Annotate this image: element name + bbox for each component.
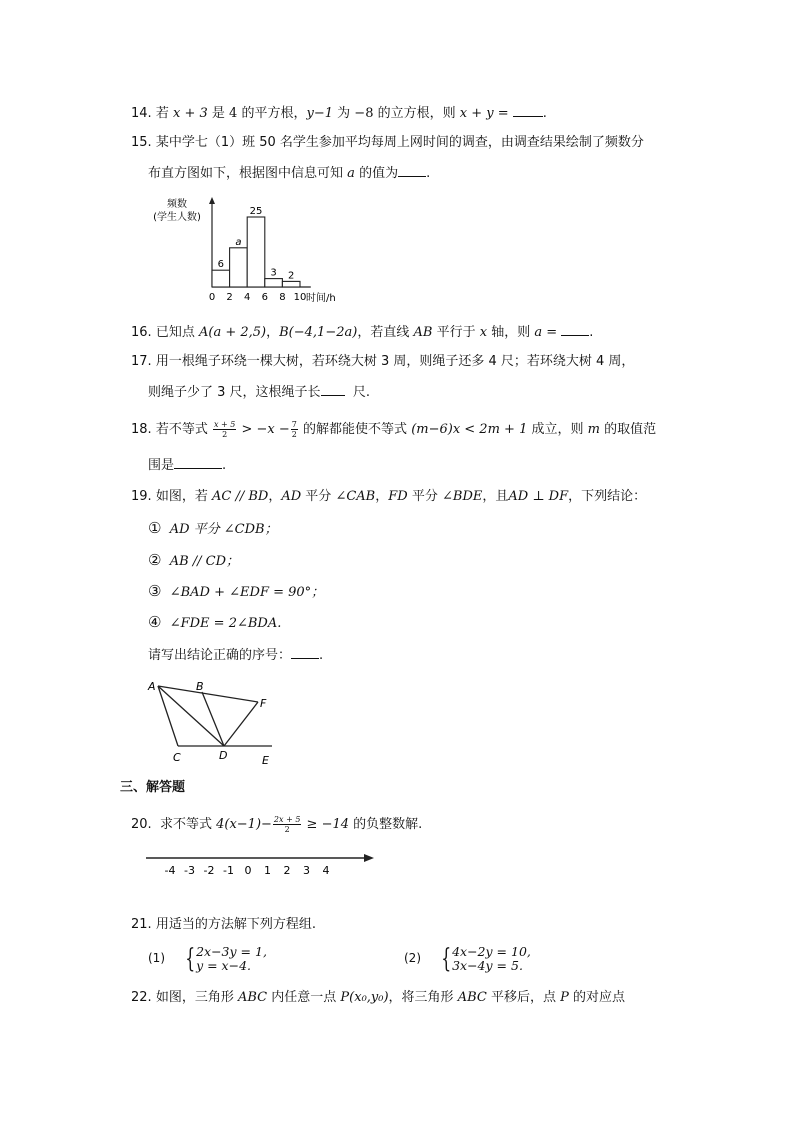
number-line-tick-label: -1 bbox=[223, 864, 234, 877]
question-number: 20. bbox=[131, 817, 152, 832]
chart-ylabel-2: (学生人数) bbox=[153, 212, 201, 223]
bar-value-label: 25 bbox=[249, 206, 263, 217]
answer-blank[interactable] bbox=[561, 323, 589, 336]
segment-FD bbox=[224, 702, 258, 746]
x-tick-label: 0 bbox=[208, 292, 216, 303]
question-number: 18. bbox=[131, 422, 152, 437]
fraction: $\frac{7}{2}$ bbox=[291, 420, 297, 439]
system-2: (2) {4x−2y = 10, 3x−4y = 5. bbox=[404, 943, 531, 974]
question-16: 16. 已知点 A(a + 2,5)，B(−4,1−2a)，若直线 AB 平行于 x 轴，则 a = . bbox=[131, 325, 594, 340]
conclusion-3: ③ ∠BAD + ∠EDF = 90°； bbox=[148, 582, 325, 600]
fraction: $\frac{x + 5}{2}$ bbox=[213, 420, 236, 439]
section-title: 三、解答题 bbox=[120, 780, 186, 795]
label-A: A bbox=[148, 680, 156, 693]
histogram-bar bbox=[247, 217, 265, 287]
histogram-bar bbox=[265, 279, 283, 287]
number-line-tick-label: -2 bbox=[203, 864, 215, 877]
answer-blank[interactable] bbox=[291, 646, 319, 659]
question-19-ask: 请写出结论正确的序号： . bbox=[148, 648, 324, 663]
conclusion-1: ① AD 平分 ∠CDB； bbox=[148, 519, 278, 537]
fraction: $\frac{2x + 5}{2}$ bbox=[273, 815, 301, 834]
question-22: 22. 如图，三角形 ABC 内任意一点 P(x₀,y₀)，将三角形 ABC 平移后，点 P 的对应点 bbox=[131, 990, 626, 1005]
number-line-tick-label: -3 bbox=[184, 864, 195, 877]
y-axis-arrow-icon bbox=[209, 197, 215, 204]
x-tick-label: 8 bbox=[279, 292, 286, 303]
number-line-tick-label: 1 bbox=[264, 864, 271, 877]
chart-xlabel: 时间/h bbox=[306, 293, 336, 304]
conclusion-2: ② AB // CD； bbox=[148, 551, 240, 569]
histogram-bar bbox=[282, 281, 300, 287]
x-tick-label: 10 bbox=[293, 292, 307, 303]
question-19: 19. 如图，若 AC // BD，AD 平分 ∠CAB，FD 平分 ∠BDE，且AD ⊥ DF，下列结论： bbox=[131, 489, 647, 504]
question-number: 21. bbox=[131, 917, 152, 932]
number-line bbox=[140, 848, 380, 880]
conclusion-4: ④ ∠FDE = 2∠BDA. bbox=[148, 613, 282, 631]
question-15-line1: 15. 某中学七（1）班 50 名学生参加平均每周上网时间的调查，由调查结果绘制了频数分 bbox=[131, 135, 644, 150]
bar-value-label: 6 bbox=[217, 259, 224, 271]
label-F: F bbox=[260, 697, 267, 710]
number-line-tick-label: 3 bbox=[303, 864, 310, 877]
question-18-line2: 围是 . bbox=[148, 458, 227, 473]
x-tick-label: 4 bbox=[244, 292, 251, 303]
number-line-tick-label: 0 bbox=[244, 864, 252, 877]
geometry-figure bbox=[140, 676, 290, 768]
brace-icon: { bbox=[184, 943, 195, 974]
question-17-line2: 则绳子少了 3 尺，这根绳子长 尺. bbox=[148, 385, 370, 400]
answer-blank[interactable] bbox=[398, 164, 426, 177]
number-line-tick-label: -4 bbox=[164, 864, 176, 877]
question-15-line2: 布直方图如下，根据图中信息可知 a 的值为 . bbox=[148, 166, 431, 181]
histogram-bar bbox=[230, 248, 248, 287]
question-number: 15. bbox=[131, 135, 152, 150]
question-number: 16. bbox=[131, 325, 152, 340]
segment-BD bbox=[202, 692, 224, 746]
chart-ylabel-1: 频数 bbox=[167, 199, 187, 210]
label-D: D bbox=[219, 749, 228, 762]
question-number: 14. bbox=[131, 106, 152, 121]
question-14: 14. 若 x + 3 是 4 的平方根，y−1 为 −8 的立方根，则 x + y = . bbox=[131, 106, 547, 121]
question-number: 22. bbox=[131, 990, 152, 1005]
bar-value-label: 2 bbox=[288, 270, 295, 282]
label-C: C bbox=[173, 751, 181, 764]
number-line-tick-label: 4 bbox=[322, 864, 330, 877]
system-1: (1) {2x−3y = 1, y = x−4. bbox=[148, 943, 267, 974]
bar-value-label: a bbox=[235, 236, 242, 248]
answer-blank[interactable] bbox=[321, 383, 345, 396]
arrow-right-icon bbox=[364, 854, 374, 862]
question-21: 21. 用适当的方法解下列方程组. bbox=[131, 917, 316, 932]
question-number: 19. bbox=[131, 489, 152, 504]
question-20: 20. 求不等式 4(x−1)− $\frac{2x + 5}{2}$ ≥ −14 的负整数解. bbox=[131, 815, 423, 834]
answer-blank[interactable] bbox=[174, 456, 222, 469]
answer-blank[interactable] bbox=[513, 104, 543, 117]
label-B: B bbox=[196, 680, 204, 693]
question-18-line1: 18. 若不等式 $\frac{x + 5}{2}$ > −x − $\frac{7}{2}$ 的解都能使不等式 (m−6)x < 2m + 1 成立，则 m 的取值范 bbox=[131, 420, 657, 439]
histogram-chart bbox=[140, 195, 355, 307]
question-17-line1: 17. 用一根绳子环绕一棵大树，若环绕大树 3 周，则绳子还多 4 尺；若环绕大树 4 周， bbox=[131, 354, 635, 369]
label-E: E bbox=[262, 754, 269, 767]
x-tick-label: 6 bbox=[261, 292, 268, 303]
number-line-tick-label: 2 bbox=[283, 864, 291, 877]
x-tick-label: 2 bbox=[226, 292, 233, 303]
histogram-bar bbox=[212, 270, 230, 287]
question-number: 17. bbox=[131, 354, 152, 369]
bar-value-label: 3 bbox=[270, 267, 277, 279]
brace-icon: { bbox=[440, 943, 451, 974]
